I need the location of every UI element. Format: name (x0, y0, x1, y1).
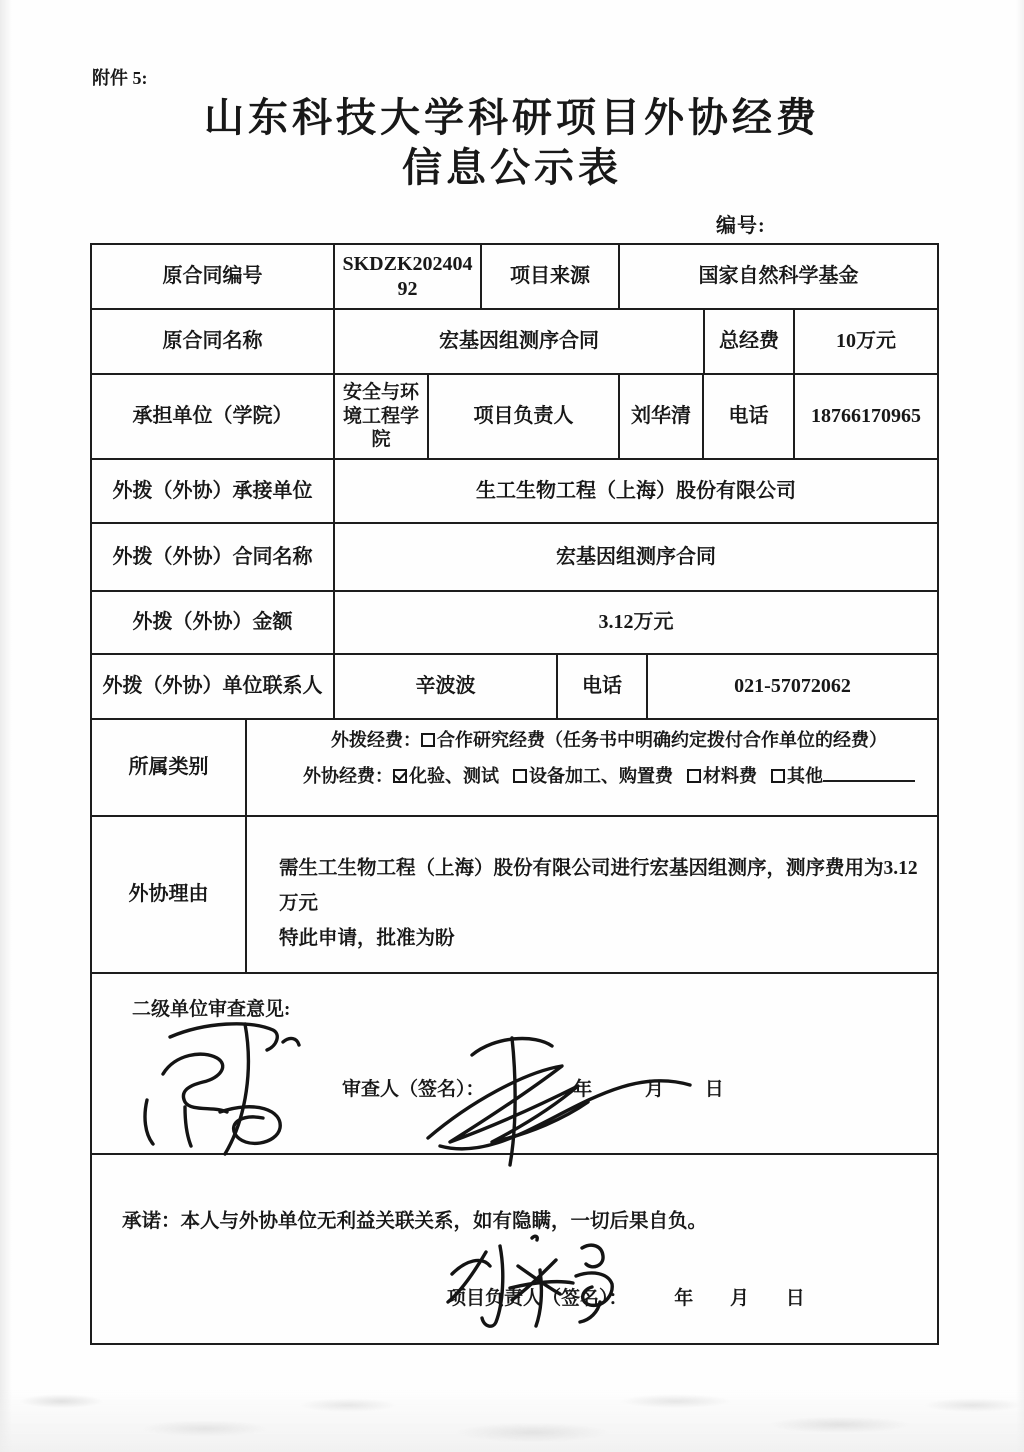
category-line1-option-label: 合作研究经费（任务书中明确约定拨付合作单位的经费） (437, 730, 887, 750)
table-row-reason (92, 817, 937, 974)
review-sign-line (342, 1074, 724, 1101)
cell-value-undertaking-unit: 安全与环境工程学院 (335, 375, 429, 458)
cell-label-original-contract-number: 原合同编号 (92, 245, 335, 308)
cell-label-subcontract-name: 外拨（外协）合同名称 (92, 524, 335, 590)
table-row (92, 310, 937, 375)
cell-label-reason: 外协理由 (92, 817, 247, 972)
form-table (90, 243, 939, 1345)
review-date-day: 日 (704, 1079, 724, 1100)
scan-noise-band (0, 1374, 1024, 1452)
commitment-date-month: 月 (730, 1288, 750, 1309)
option-label-testing: 化验、测试 (409, 766, 499, 786)
checkbox-equipment (513, 769, 527, 783)
cell-label-subcontract-unit: 外拨（外协）承接单位 (92, 460, 335, 522)
cell-label-project-source: 项目来源 (482, 245, 620, 308)
commitment-text: 承诺：本人与外协单位无利益关联关系，如有隐瞒，一切后果自负。 (122, 1211, 708, 1232)
table-row-category (92, 720, 937, 817)
cell-value-total-funds: 10万元 (836, 330, 896, 352)
option-label-other: 其他 (787, 766, 823, 786)
cell-label-category: 所属类别 (92, 720, 247, 815)
commitment-section (92, 1155, 937, 1343)
cell-value-subcontract-unit: 生工生物工程（上海）股份有限公司 (476, 479, 796, 502)
category-line2-prefix: 外协经费： (303, 766, 393, 786)
cell-value-category (247, 720, 937, 815)
table-row (92, 375, 937, 460)
cell-label-contact-phone: 电话 (558, 655, 648, 718)
cell-value-subcontract-amount: 3.12万元 (598, 611, 674, 633)
table-row (92, 524, 937, 592)
category-line-waibo (331, 722, 887, 758)
category-line1-prefix: 外拨经费： (331, 730, 421, 750)
scan-edge-shading-left (0, 0, 12, 1452)
cell-value-subcontract-name: 宏基因组测序合同 (556, 545, 716, 568)
checkbox-materials (687, 769, 701, 783)
table-row (92, 245, 937, 310)
checkbox-cooperative-research (421, 733, 435, 747)
cell-value-original-contract-name: 宏基因组测序合同 (335, 310, 705, 373)
option-label-materials: 材料费 (703, 766, 757, 786)
form-title-line1: 山东科技大学科研项目外协经费 (204, 95, 820, 140)
table-row (92, 655, 937, 720)
attachment-label: 附件 5: (92, 68, 148, 88)
commitment-date-year: 年 (674, 1288, 694, 1309)
reason-line2: 特此申请，批准为盼 (279, 928, 455, 950)
cell-label-total-funds: 总经费 (705, 310, 795, 373)
cell-value-project-source: 国家自然科学基金 (698, 265, 859, 287)
cell-value-contact-phone: 021-57072062 (734, 675, 851, 697)
cell-value-project-leader: 刘华清 (620, 375, 704, 458)
table-row (92, 592, 937, 655)
cell-label-original-contract-name: 原合同名称 (92, 310, 335, 373)
scan-edge-shading-right (1016, 0, 1024, 1452)
cell-value-subcontract-contact: 辛波波 (335, 655, 558, 718)
table-row (92, 460, 937, 524)
review-heading: 二级单位审查意见: (132, 999, 291, 1020)
other-blank-line (823, 768, 915, 782)
commitment-date-day: 日 (785, 1288, 805, 1309)
option-label-equipment: 设备加工、购置费 (529, 766, 673, 786)
checkbox-other (771, 769, 785, 783)
cell-value-leader-phone: 18766170965 (811, 405, 921, 427)
category-line-waixie (303, 758, 915, 794)
cell-label-undertaking-unit: 承担单位（学院） (92, 375, 335, 458)
reason-line1: 需生工生物工程（上海）股份有限公司进行宏基因组测序，测序费用为3.12万元 (279, 858, 918, 915)
cell-value-original-contract-number: SKDZK20240492 (335, 245, 482, 308)
review-date-month: 月 (645, 1079, 665, 1100)
document-number-label: 编号: (716, 215, 766, 237)
cell-label-project-leader: 项目负责人 (429, 375, 620, 458)
cell-label-leader-phone: 电话 (704, 375, 795, 458)
form-title-line2: 信息公示表 (402, 145, 622, 190)
cell-value-reason (247, 817, 937, 972)
checkbox-testing (393, 769, 407, 783)
review-section (92, 974, 937, 1155)
cell-label-subcontract-contact: 外拨（外协）单位联系人 (92, 655, 335, 718)
pi-signature-label: 项目负责人（签名）： (447, 1288, 628, 1309)
commitment-sign-line (447, 1283, 805, 1310)
cell-label-subcontract-amount: 外拨（外协）金额 (92, 592, 335, 653)
review-date-year: 年 (573, 1079, 593, 1100)
reviewer-signature-label: 审查人（签名）： (342, 1079, 485, 1100)
